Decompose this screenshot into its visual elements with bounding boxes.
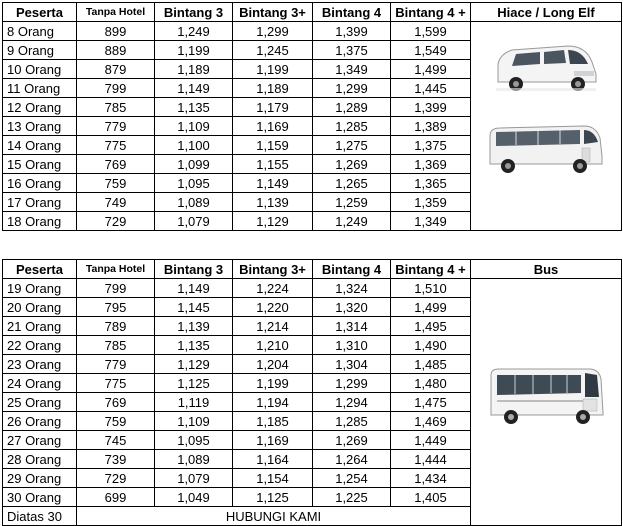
cell-bintang-4: 1,254	[313, 469, 391, 488]
cell-peserta: 12 Orang	[3, 98, 77, 117]
cell-bintang-4-plus: 1,369	[391, 155, 471, 174]
cell-bintang-3-plus: 1,220	[233, 298, 313, 317]
cell-bintang-3-plus: 1,185	[233, 412, 313, 431]
cell-bintang-4: 1,399	[313, 22, 391, 41]
cell-bintang-4: 1,299	[313, 374, 391, 393]
cell-bintang-3: 1,109	[155, 412, 233, 431]
cell-peserta: 29 Orang	[3, 469, 77, 488]
cell-peserta: 13 Orang	[3, 117, 77, 136]
cell-bintang-3: 1,095	[155, 431, 233, 450]
hiace-van-image	[490, 38, 602, 98]
cell-bintang-4-plus: 1,475	[391, 393, 471, 412]
cell-bintang-4: 1,275	[313, 136, 391, 155]
cell-bintang-4: 1,285	[313, 412, 391, 431]
cell-tanpa-hotel: 779	[77, 355, 155, 374]
cell-tanpa-hotel: 739	[77, 450, 155, 469]
cell-tanpa-hotel: 799	[77, 79, 155, 98]
header-peserta: Peserta	[3, 3, 77, 22]
cell-bintang-3-plus: 1,169	[233, 431, 313, 450]
cell-peserta: 25 Orang	[3, 393, 77, 412]
cell-bintang-3: 1,079	[155, 469, 233, 488]
cell-bintang-4: 1,249	[313, 212, 391, 231]
table-row	[3, 22, 622, 41]
cell-bintang-3-plus: 1,179	[233, 98, 313, 117]
cell-tanpa-hotel: 889	[77, 41, 155, 60]
table-header-row	[3, 260, 622, 279]
long-elf-image	[486, 118, 606, 178]
cell-bintang-3-plus: 1,245	[233, 41, 313, 60]
cell-tanpa-hotel: 785	[77, 98, 155, 117]
cell-tanpa-hotel: 799	[77, 279, 155, 298]
cell-bintang-4: 1,285	[313, 117, 391, 136]
cell-bintang-4: 1,225	[313, 488, 391, 507]
cell-bintang-4: 1,324	[313, 279, 391, 298]
cell-tanpa-hotel: 785	[77, 336, 155, 355]
header-peserta: Peserta	[3, 260, 77, 279]
cell-bintang-3: 1,119	[155, 393, 233, 412]
cell-bintang-4-plus: 1,434	[391, 469, 471, 488]
cell-tanpa-hotel: 745	[77, 431, 155, 450]
cell-bintang-4-plus: 1,365	[391, 174, 471, 193]
cell-bintang-4-plus: 1,499	[391, 60, 471, 79]
header-bintang-4-plus: Bintang 4 +	[391, 260, 471, 279]
price-table-bus	[2, 259, 622, 526]
cell-peserta: 17 Orang	[3, 193, 77, 212]
cell-bintang-4: 1,304	[313, 355, 391, 374]
cell-bintang-4: 1,264	[313, 450, 391, 469]
cell-bintang-4: 1,269	[313, 155, 391, 174]
cell-bintang-3: 1,089	[155, 450, 233, 469]
cell-bintang-4-plus: 1,480	[391, 374, 471, 393]
cell-bintang-4: 1,269	[313, 431, 391, 450]
header-tanpa-hotel: Tanpa Hotel	[77, 3, 155, 22]
cell-peserta: 22 Orang	[3, 336, 77, 355]
cell-bintang-3-plus: 1,154	[233, 469, 313, 488]
cell-tanpa-hotel: 759	[77, 412, 155, 431]
cell-bintang-3-plus: 1,194	[233, 393, 313, 412]
cell-bintang-3: 1,135	[155, 336, 233, 355]
cell-bintang-4-plus: 1,495	[391, 317, 471, 336]
cell-bintang-3-plus: 1,169	[233, 117, 313, 136]
cell-peserta: 9 Orang	[3, 41, 77, 60]
cell-bintang-4-plus: 1,449	[391, 431, 471, 450]
table-header-row	[3, 3, 622, 22]
cell-bintang-4: 1,265	[313, 174, 391, 193]
cell-bintang-3: 1,129	[155, 355, 233, 374]
contact-us-text: HUBUNGI KAMI	[77, 507, 471, 526]
cell-bintang-4-plus: 1,510	[391, 279, 471, 298]
cell-bintang-4: 1,310	[313, 336, 391, 355]
cell-bintang-3-plus: 1,204	[233, 355, 313, 374]
cell-bintang-3-plus: 1,210	[233, 336, 313, 355]
cell-bintang-3-plus: 1,189	[233, 79, 313, 98]
cell-peserta: 24 Orang	[3, 374, 77, 393]
cell-bintang-4: 1,320	[313, 298, 391, 317]
cell-bintang-3-plus: 1,129	[233, 212, 313, 231]
cell-tanpa-hotel: 899	[77, 22, 155, 41]
cell-tanpa-hotel: 729	[77, 212, 155, 231]
cell-bintang-3: 1,199	[155, 41, 233, 60]
cell-tanpa-hotel: 729	[77, 469, 155, 488]
header-vehicle: Hiace / Long Elf	[471, 3, 622, 22]
cell-bintang-3: 1,249	[155, 22, 233, 41]
cell-bintang-3: 1,100	[155, 136, 233, 155]
cell-tanpa-hotel: 769	[77, 155, 155, 174]
cell-peserta: 15 Orang	[3, 155, 77, 174]
cell-tanpa-hotel: 699	[77, 488, 155, 507]
cell-bintang-4: 1,294	[313, 393, 391, 412]
header-bintang-3: Bintang 3	[155, 3, 233, 22]
cell-tanpa-hotel: 769	[77, 393, 155, 412]
cell-bintang-4: 1,289	[313, 98, 391, 117]
cell-tanpa-hotel: 779	[77, 117, 155, 136]
cell-bintang-4: 1,349	[313, 60, 391, 79]
cell-bintang-4-plus: 1,359	[391, 193, 471, 212]
cell-tanpa-hotel: 789	[77, 317, 155, 336]
cell-peserta: 14 Orang	[3, 136, 77, 155]
header-vehicle: Bus	[471, 260, 622, 279]
cell-peserta: 11 Orang	[3, 79, 77, 98]
cell-peserta: 28 Orang	[3, 450, 77, 469]
cell-bintang-4-plus: 1,549	[391, 41, 471, 60]
cell-bintang-3: 1,149	[155, 279, 233, 298]
cell-bintang-3: 1,079	[155, 212, 233, 231]
cell-peserta: 30 Orang	[3, 488, 77, 507]
cell-bintang-3: 1,049	[155, 488, 233, 507]
cell-bintang-3-plus: 1,155	[233, 155, 313, 174]
cell-bintang-4-plus: 1,405	[391, 488, 471, 507]
cell-bintang-3-plus: 1,159	[233, 136, 313, 155]
cell-bintang-4-plus: 1,490	[391, 336, 471, 355]
cell-tanpa-hotel: 879	[77, 60, 155, 79]
cell-bintang-4-plus: 1,469	[391, 412, 471, 431]
cell-peserta: 27 Orang	[3, 431, 77, 450]
cell-bintang-4-plus: 1,389	[391, 117, 471, 136]
cell-bintang-3-plus: 1,164	[233, 450, 313, 469]
cell-bintang-3: 1,149	[155, 79, 233, 98]
cell-bintang-3: 1,099	[155, 155, 233, 174]
cell-bintang-4-plus: 1,399	[391, 98, 471, 117]
cell-bintang-4: 1,375	[313, 41, 391, 60]
header-bintang-4-plus: Bintang 4 +	[391, 3, 471, 22]
table-row	[3, 279, 622, 298]
vehicle-image-cell	[471, 279, 622, 526]
cell-bintang-4: 1,299	[313, 79, 391, 98]
cell-peserta: 16 Orang	[3, 174, 77, 193]
cell-bintang-3-plus: 1,199	[233, 60, 313, 79]
cell-bintang-4: 1,314	[313, 317, 391, 336]
cell-bintang-3: 1,095	[155, 174, 233, 193]
cell-bintang-4-plus: 1,499	[391, 298, 471, 317]
cell-peserta: 18 Orang	[3, 212, 77, 231]
cell-bintang-3: 1,145	[155, 298, 233, 317]
cell-bintang-3-plus: 1,299	[233, 22, 313, 41]
cell-peserta: 21 Orang	[3, 317, 77, 336]
cell-bintang-3-plus: 1,214	[233, 317, 313, 336]
cell-peserta: 19 Orang	[3, 279, 77, 298]
cell-bintang-3-plus: 1,125	[233, 488, 313, 507]
cell-bintang-3-plus: 1,149	[233, 174, 313, 193]
vehicle-image-cell	[471, 22, 622, 231]
cell-bintang-3-plus: 1,199	[233, 374, 313, 393]
price-table-hiace	[2, 2, 622, 231]
header-bintang-4: Bintang 4	[313, 3, 391, 22]
cell-bintang-4: 1,259	[313, 193, 391, 212]
bus-image	[485, 363, 607, 429]
cell-tanpa-hotel: 775	[77, 136, 155, 155]
footer-label: Diatas 30	[3, 507, 77, 526]
header-tanpa-hotel: Tanpa Hotel	[77, 260, 155, 279]
cell-bintang-3: 1,139	[155, 317, 233, 336]
cell-tanpa-hotel: 795	[77, 298, 155, 317]
cell-bintang-3: 1,125	[155, 374, 233, 393]
cell-bintang-4-plus: 1,599	[391, 22, 471, 41]
cell-bintang-4-plus: 1,349	[391, 212, 471, 231]
cell-bintang-3: 1,135	[155, 98, 233, 117]
cell-peserta: 10 Orang	[3, 60, 77, 79]
cell-bintang-4-plus: 1,375	[391, 136, 471, 155]
cell-tanpa-hotel: 759	[77, 174, 155, 193]
header-bintang-4: Bintang 4	[313, 260, 391, 279]
cell-bintang-3-plus: 1,139	[233, 193, 313, 212]
header-bintang-3: Bintang 3	[155, 260, 233, 279]
cell-peserta: 26 Orang	[3, 412, 77, 431]
cell-bintang-4-plus: 1,485	[391, 355, 471, 374]
cell-bintang-3: 1,189	[155, 60, 233, 79]
cell-bintang-4-plus: 1,445	[391, 79, 471, 98]
cell-peserta: 8 Orang	[3, 22, 77, 41]
cell-peserta: 23 Orang	[3, 355, 77, 374]
cell-bintang-4-plus: 1,444	[391, 450, 471, 469]
cell-bintang-3-plus: 1,224	[233, 279, 313, 298]
cell-peserta: 20 Orang	[3, 298, 77, 317]
cell-tanpa-hotel: 749	[77, 193, 155, 212]
cell-bintang-3: 1,109	[155, 117, 233, 136]
cell-tanpa-hotel: 775	[77, 374, 155, 393]
cell-bintang-3: 1,089	[155, 193, 233, 212]
header-bintang-3-plus: Bintang 3+	[233, 260, 313, 279]
header-bintang-3-plus: Bintang 3+	[233, 3, 313, 22]
